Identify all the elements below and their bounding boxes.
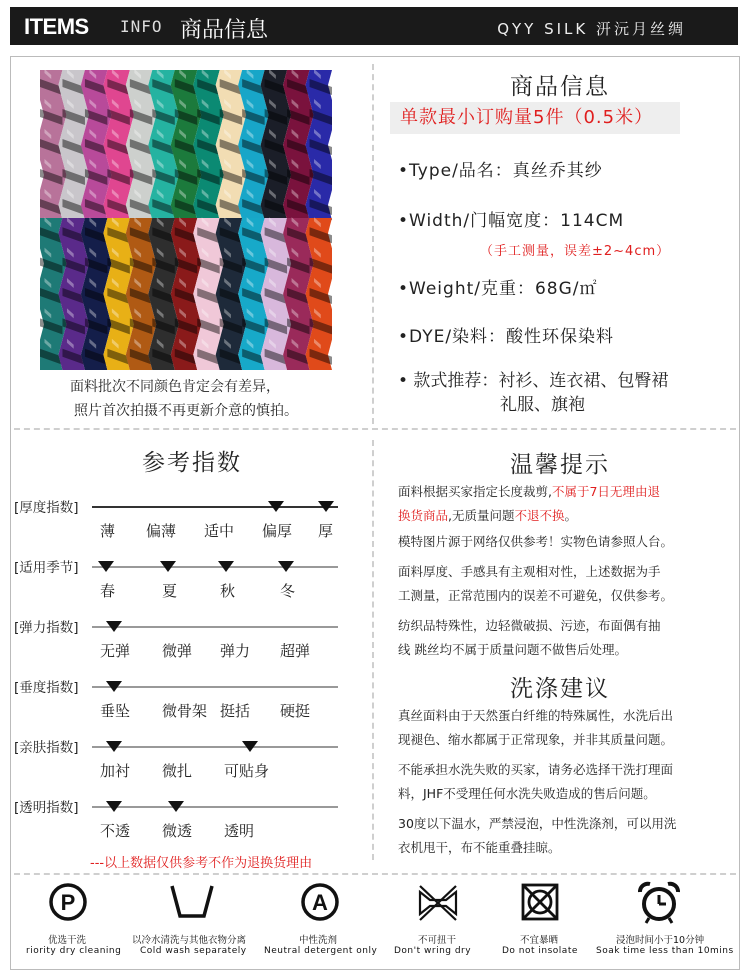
care-label-en-6: Soak time less than 10mins <box>596 946 734 956</box>
index-scale-word: 超弹 <box>280 642 311 660</box>
index-scale-word: 不透 <box>100 822 131 840</box>
index-marker <box>278 561 294 572</box>
index-marker <box>160 561 176 572</box>
svg-text:P: P <box>60 890 76 915</box>
care-label-en-1: riority dry cleaning <box>26 946 122 956</box>
index-scale-word: 微骨架 <box>162 702 208 720</box>
wash-p2-line1: 不能承担水洗失败的买家，请务必选择干洗打理面 <box>398 762 674 777</box>
care-label-en-3: Neutral detergent only <box>264 946 378 956</box>
no-wring-icon <box>414 882 462 928</box>
index-label: [垂度指数] <box>14 680 79 696</box>
swatch-strip <box>306 70 332 220</box>
index-scale-word: 弹力 <box>220 642 251 660</box>
tips-paragraph-3 <box>398 560 738 608</box>
svg-text:A: A <box>312 890 328 915</box>
weight-row: •Weight/克重：68G/㎡ <box>398 279 598 299</box>
index-marker <box>106 801 122 812</box>
index-scale-word: 透明 <box>224 822 255 840</box>
index-scale-word: 厚 <box>318 522 334 540</box>
style-row <box>398 366 668 391</box>
tips-paragraph-1 <box>398 480 738 528</box>
wash-p3-line1: 30度以下温水，严禁浸泡，中性洗涤剂，可以用洗 <box>398 816 677 831</box>
tips-p3-line1: 面料厚度、手感具有主观相对性，上述数据为手 <box>398 564 661 579</box>
indices-footnote: ---以上数据仅供参考不作为退换货理由 <box>90 856 313 871</box>
tips-title: 温馨提示 <box>510 452 610 478</box>
index-scale-word: 无弹 <box>100 642 131 660</box>
index-label: [厚度指数] <box>14 500 79 516</box>
swatch-caption-line2: 照片首次拍摄不再更新介意的慎拍。 <box>74 403 298 419</box>
index-scale-word: 偏厚 <box>262 522 293 540</box>
dry-clean-p-icon <box>48 882 88 926</box>
wash-p2-line2: 料，JHF不受理任何水洗失败造成的售后问题。 <box>398 786 656 801</box>
tips-p1-f: 。 <box>564 508 578 523</box>
index-marker <box>106 741 122 752</box>
index-scale-line <box>92 506 338 508</box>
index-marker <box>106 621 122 632</box>
type-row: •Type/品名：真丝乔其纱 <box>398 161 603 181</box>
tips-p1-a: 面料根据买家指定长度裁剪, <box>398 484 552 499</box>
index-label: [弹力指数] <box>14 620 79 636</box>
index-scale-word: 微弹 <box>162 642 193 660</box>
care-label-cn-6: 浸泡时间小于10分钟 <box>616 935 705 946</box>
wash-paragraph-1 <box>398 704 738 752</box>
indices-title: 参考指数 <box>142 450 242 476</box>
tips-paragraph-2: 模特图片源于网络仅供参考！实物色请参照人台。 <box>398 534 674 549</box>
wash-title: 洗涤建议 <box>510 676 610 702</box>
index-scale-word: 冬 <box>280 582 296 600</box>
brand-name: QYY SILK 汧沅月丝绸 <box>497 20 686 38</box>
tips-p1-e: 不退不换 <box>514 508 565 523</box>
wash-paragraph-3 <box>398 812 738 860</box>
tips-p1-d: ,无质量问题 <box>448 508 515 523</box>
index-label: [亲肤指数] <box>14 740 79 756</box>
style-line1: 衬衫、连衣裙、包臀裙 <box>498 371 669 391</box>
index-scale-line <box>92 566 338 568</box>
dye-row: •DYE/染料：酸性环保染料 <box>398 327 615 347</box>
index-scale-word: 垂坠 <box>100 702 131 720</box>
index-scale-word: 夏 <box>162 582 178 600</box>
hand-wash-icon <box>168 882 216 926</box>
soak-timer-icon <box>636 880 682 928</box>
index-scale-word: 可贴身 <box>224 762 270 780</box>
swatch-caption-line1: 面料批次不同颜色肯定会有差异， <box>70 379 280 395</box>
index-scale-word: 薄 <box>100 522 116 540</box>
divider-middle <box>14 428 736 430</box>
header-title: 商品信息 <box>180 18 269 43</box>
width-note: （手工测量，误差±2~4cm） <box>480 244 671 259</box>
no-sun-icon <box>518 880 562 928</box>
tips-p1-c: 换货商品 <box>398 508 449 523</box>
index-scale-word: 春 <box>100 582 116 600</box>
header-info: INFO <box>120 17 163 36</box>
width-row: •Width/门幅宽度：114CM <box>398 211 625 231</box>
index-scale-line <box>92 626 338 628</box>
index-marker <box>168 801 184 812</box>
index-scale-word: 加衬 <box>100 762 131 780</box>
swatch-strip <box>306 217 332 370</box>
index-scale-word: 微透 <box>162 822 193 840</box>
index-scale-line <box>92 806 338 808</box>
tips-p3-line2: 工测量，正常范围内的误差不可避免，仅供参考。 <box>398 588 674 603</box>
care-label-cn-3: 中性洗剂 <box>299 935 338 946</box>
style-line2: 礼服、旗袍 <box>500 395 585 415</box>
min-order-banner: 单款最小订购量5件（0.5米） <box>390 102 680 134</box>
care-label-cn-1: 优选干洗 <box>48 935 87 946</box>
wash-p1-line2: 现褪色、缩水都属于正常现象，并非其质量问题。 <box>398 732 674 747</box>
index-label: [透明指数] <box>14 800 79 816</box>
care-label-cn-2: 以冷水清洗与其他衣物分离 <box>132 935 247 946</box>
header-bar <box>10 7 738 45</box>
care-label-en-4: Don't wring dry <box>394 946 472 956</box>
care-label-en-2: Cold wash separately <box>140 946 247 956</box>
header-items: ITEMS <box>24 14 89 39</box>
divider-care <box>14 873 736 875</box>
care-label-cn-5: 不宜暴晒 <box>520 935 559 946</box>
tips-paragraph-4 <box>398 614 738 662</box>
divider-top <box>372 64 374 424</box>
index-scale-line <box>92 686 338 688</box>
index-scale-word: 硬挺 <box>280 702 311 720</box>
wash-paragraph-2 <box>398 758 738 806</box>
tips-p4-line2: 线 跳丝均不属于质量问题不做售后处理。 <box>398 642 627 657</box>
divider-bottom <box>372 440 374 860</box>
index-scale-line <box>92 746 338 748</box>
tips-p4-line1: 纺织品特殊性，边轻微破损、污迹，布面偶有抽 <box>398 618 661 633</box>
style-label: • 款式推荐： <box>398 371 499 391</box>
swatch-graphic <box>40 70 332 370</box>
detergent-a-icon <box>300 882 340 926</box>
tips-body <box>398 480 738 662</box>
product-info-title: 商品信息 <box>510 74 610 100</box>
tips-p1-b: 不属于7日无理由退 <box>551 484 660 499</box>
care-label-cn-4: 不可扭干 <box>418 935 457 946</box>
wash-p1-line1: 真丝面料由于天然蛋白纤维的特殊属性，水洗后出 <box>398 708 674 723</box>
index-scale-word: 适中 <box>204 522 235 540</box>
wash-body <box>398 704 738 860</box>
index-scale-word: 挺括 <box>220 702 251 720</box>
index-marker <box>218 561 234 572</box>
swatch-caption <box>70 375 298 423</box>
index-marker <box>242 741 258 752</box>
index-marker <box>98 561 114 572</box>
index-marker <box>268 501 284 512</box>
index-marker <box>106 681 122 692</box>
index-marker <box>318 501 334 512</box>
index-scale-word: 秋 <box>220 582 236 600</box>
care-label-en-5: Do not insolate <box>502 946 578 956</box>
index-scale-word: 偏薄 <box>146 522 177 540</box>
fabric-swatch-image <box>40 70 332 370</box>
wash-p3-line2: 衣机甩干，布不能重叠挂晾。 <box>398 840 561 855</box>
index-label: [适用季节] <box>14 560 79 576</box>
index-scale-word: 微扎 <box>162 762 193 780</box>
